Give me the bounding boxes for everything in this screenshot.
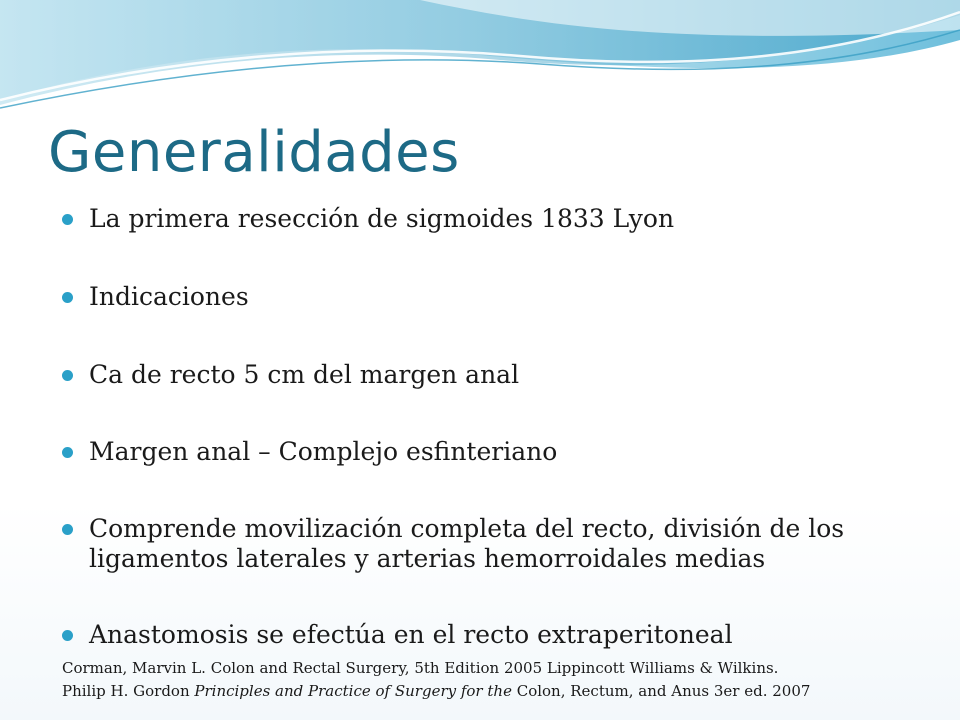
- reference-2-rest: Colon, Rectum, and Anus 3er ed. 2007: [511, 682, 811, 700]
- bullet-text: La primera resección de sigmoides 1833 Lyon: [89, 204, 675, 233]
- bullet-dot-icon: [62, 370, 73, 381]
- bullet-text: Indicaciones: [89, 282, 249, 311]
- bullet-dot-icon: [62, 292, 73, 303]
- reference-2-author: Philip H. Gordon: [62, 682, 195, 700]
- bullet-text: Ca de recto 5 cm del margen anal: [89, 360, 520, 389]
- bullet-text: Comprende movilización completa del recto, división de los ligamentos laterales y arterias hemorroidales medias: [89, 514, 845, 573]
- bullet-dot-icon: [62, 214, 73, 225]
- bullet-dot-icon: [62, 447, 73, 458]
- slide-title: Generalidades: [48, 120, 460, 185]
- reference-1: Corman, Marvin L. Colon and Rectal Surgery, 5th Edition 2005 Lippincott Williams & Wilkins.: [62, 659, 779, 677]
- header-wave-decoration: [0, 0, 960, 120]
- reference-2: [62, 680, 942, 703]
- reference-2-title: Principles and Practice of Surgery for the: [194, 682, 512, 700]
- references: [62, 657, 942, 703]
- bullet-dot-icon: [62, 630, 73, 641]
- bullet-text: Margen anal – Complejo esfinteriano: [89, 437, 558, 466]
- bullet-text: Anastomosis se efectúa en el recto extraperitoneal: [89, 620, 733, 649]
- bullet-dot-icon: [62, 524, 73, 535]
